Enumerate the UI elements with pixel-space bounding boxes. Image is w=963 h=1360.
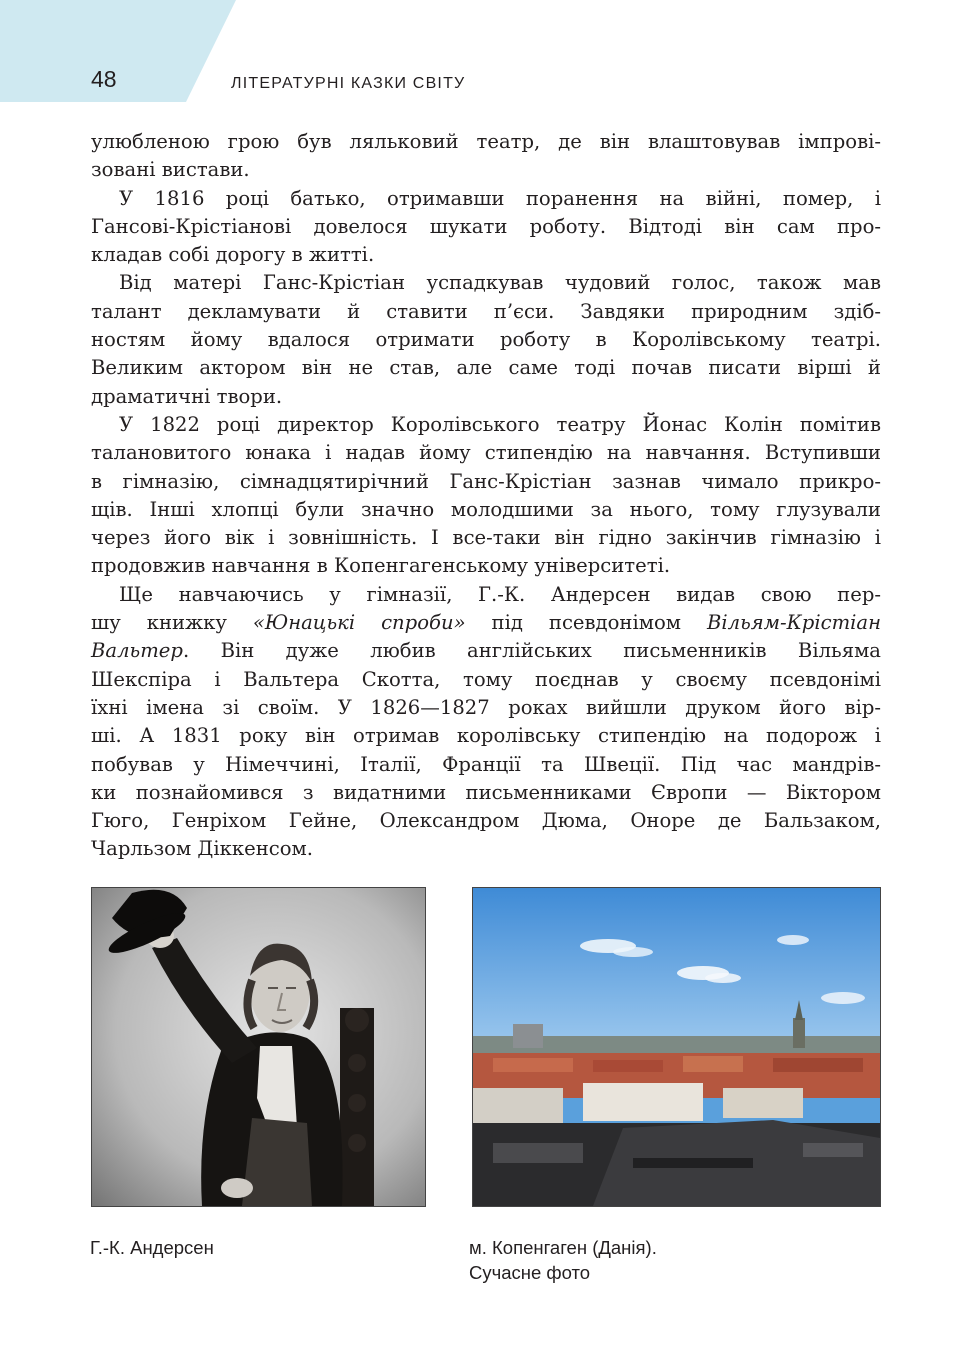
text-line: Гансові-Крістіанові довелося шукати роботу. Відтоді він сам про-	[91, 214, 881, 238]
text-line: талановитого юнака і надав йому стипендію на навчання. Вступивши	[91, 441, 881, 465]
text-line: У 1822 році директор Королівського театру Йонас Колін помітив	[119, 412, 881, 436]
text-line: улюбленою грою був ляльковий театр, де він влаштовував імпрові-	[91, 130, 881, 153]
page-number: 48	[91, 66, 117, 92]
page-corner-tab	[0, 0, 236, 102]
text-line: продовжив навчання в Копенгагенському університеті.	[91, 554, 671, 578]
text-run: . Він дуже любив англійських письменників Вільяма	[182, 639, 881, 663]
body-text	[91, 128, 881, 864]
text-run: під псевдонімом	[465, 611, 707, 635]
text-line	[91, 609, 881, 637]
text-line: Від матері Ганс-Крістіан успадкував чудовий голос, також мав	[119, 271, 881, 295]
text-line: їхні імена зі своїм. У 1826—1827 роках вийшли друком його вір-	[91, 695, 881, 719]
text-line: щів. Інші хлопці були значно молодшими за нього, тому глузували	[91, 497, 881, 521]
text-line: Гюго, Генріхом Гейне, Олександром Дюма, Оноре де Бальзаком,	[91, 809, 881, 833]
running-title: ЛІТЕРАТУРНІ КАЗКИ СВІТУ	[231, 75, 466, 92]
text-line: побував у Німеччині, Італії, Франції та Швеції. Під час мандрів-	[91, 752, 881, 776]
text-line: кладав собі дорогу в житті.	[91, 243, 375, 267]
caption-copenhagen	[469, 1235, 657, 1285]
andersen-portrait-photo	[91, 887, 426, 1207]
text-line: через його вік і зовнішність. І все-таки він гідно закінчив гімназію і	[91, 526, 881, 550]
text-line: ки познайомився з видатними письменниками Європи — Віктором	[91, 780, 881, 804]
caption-line: м. Копенгаген (Данія).	[469, 1237, 657, 1258]
caption-andersen: Г.-К. Андерсен	[90, 1237, 214, 1258]
text-line: Чарльзом Діккенсом.	[91, 837, 314, 861]
text-line: Великим актором він не став, але саме тоді почав писати вірші й	[91, 356, 881, 380]
text-line: зовані вистави.	[91, 158, 250, 182]
text-run: шу книжку	[91, 611, 253, 635]
text-line: драматичні твори.	[91, 384, 283, 408]
copenhagen-city-photo	[472, 887, 881, 1207]
book-title: «Юнацькі спроби»	[252, 611, 466, 635]
text-line: талант декламувати й ставити п’єси. Завдяки природним здіб-	[91, 299, 881, 323]
text-line: У 1816 році батько, отримавши поранення на війні, помер, і	[119, 186, 881, 210]
text-line	[91, 637, 881, 665]
pseudonym: Вільям-Крістіан	[706, 611, 882, 635]
text-line: ші. А 1831 року він отримав королівську стипендію на подорож і	[91, 724, 881, 748]
text-line: ностям йому вдалося отримати роботу в Королівському театрі.	[91, 328, 881, 352]
caption-line: Сучасне фото	[469, 1262, 591, 1283]
text-line: Шекспіра і Вальтера Скотта, тому поєднав у своєму псевдонімі	[91, 667, 881, 691]
pseudonym: Вальтер	[91, 639, 183, 663]
text-line: Ще навчаючись у гімназії, Г.-К. Андерсен видав свою пер-	[119, 582, 881, 606]
text-line: в гімназію, сімнадцятирічний Ганс-Крістіан зазнав чимало прикро-	[91, 469, 881, 493]
